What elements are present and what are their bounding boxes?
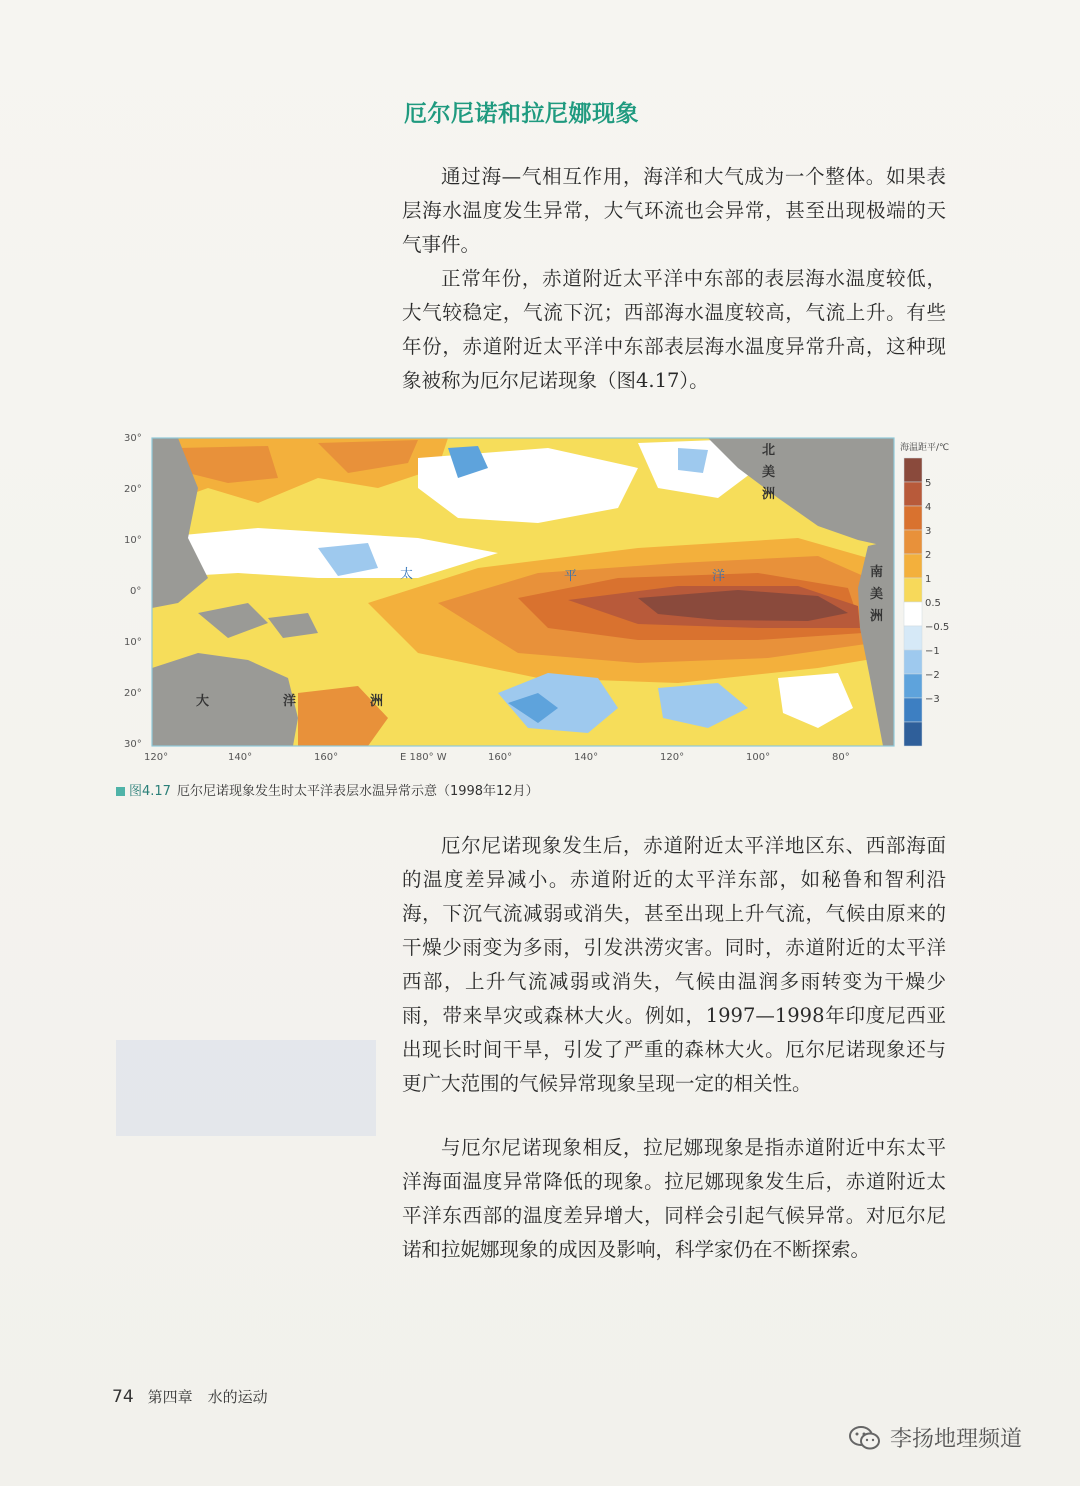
legend-color-box: [904, 554, 922, 578]
lon-label: E 180° W: [400, 752, 447, 763]
paragraph-1: 通过海—气相互作用，海洋和大气成为一个整体。如果表层海水温度发生异常，大气环流也会异常，甚至出现极端的天气事件。: [402, 165, 946, 256]
lat-label: 20°: [124, 484, 142, 495]
lon-label: 120°: [144, 752, 169, 763]
legend-color-box: [904, 458, 922, 482]
figure-caption-text: 厄尔尼诺现象发生时太平洋表层水温异常示意（1998年12月）: [176, 784, 539, 799]
paragraph-2: 正常年份，赤道附近太平洋中东部的表层海水温度较低，大气较稳定，气流下沉；西部海水温度较高，气流上升。有些年份，赤道附近太平洋中东部表层海水温度异常升高，这种现象被称为厄尔尼诺现象（图4.17）。: [402, 267, 946, 392]
oceania-label: 洋: [283, 694, 297, 709]
section-title: 厄尔尼诺和拉尼娜现象: [404, 101, 639, 127]
lat-label: 20°: [124, 688, 142, 699]
chapter-label: 第四章 水的运动: [147, 1388, 268, 1406]
legend-color-box: [904, 674, 922, 698]
legend-color-box: [904, 578, 922, 602]
lon-labels: [144, 752, 850, 763]
faded-sidebar-panel: [116, 1040, 376, 1136]
watermark-text: 李扬地理频道: [890, 1427, 1023, 1452]
lon-label: 80°: [832, 752, 850, 763]
figure-caption: [116, 780, 539, 799]
sa-label: 南: [870, 565, 884, 580]
lon-label: 120°: [660, 752, 685, 763]
sa-label: 洲: [870, 609, 884, 624]
paragraph-3: 厄尔尼诺现象发生后，赤道附近太平洋地区东、西部海面的温度差异减小。赤道附近的太平洋东部，如秘鲁和智利沿海，下沉气流减弱或消失，甚至出现上升气流，气候由原来的干燥少雨变为多雨，引发洪涝灾害。同时，赤道附近的太平洋西部，上升气流减弱或消失，气候由温润多雨转变为干燥少雨，带来旱灾或森林大火。例如，1997—1998年印度尼西亚出现长时间干旱，引发了严重的森林大火。厄尔尼诺现象还与更广大范围的气候异常现象呈现一定的相关性。: [402, 834, 946, 1095]
page-footer: [112, 1386, 268, 1407]
legend-color-box: [904, 506, 922, 530]
page-number: 74: [112, 1387, 134, 1407]
lon-label: 140°: [228, 752, 253, 763]
ocean-label: 太: [400, 567, 414, 582]
paragraph-4: 与厄尔尼诺现象相反，拉尼娜现象是指赤道附近中东太平洋海面温度异常降低的现象。拉尼娜现象发生后，赤道附近太平洋东西部的温度差异增大，同样会引起气候异常。对厄尔尼诺和拉妮娜现象的成因及影响，科学家仍在不断探索。: [402, 1136, 946, 1261]
na-label: 洲: [762, 487, 776, 502]
map-body: [152, 438, 894, 746]
legend-tick-label: −0.5: [925, 622, 950, 633]
lon-label: 100°: [746, 752, 771, 763]
legend-tick-labels: [925, 478, 949, 705]
legend-color-box: [904, 602, 922, 626]
legend-tick-label: 5: [925, 478, 932, 489]
sst-anomaly-map: [118, 428, 958, 768]
legend-color-box: [904, 482, 922, 506]
lon-label: 160°: [488, 752, 513, 763]
legend-color-boxes: [904, 458, 922, 746]
watermark: [848, 1422, 1022, 1453]
lat-labels: [124, 433, 142, 750]
legend-tick-label: −2: [925, 670, 940, 681]
wechat-icon: [848, 1424, 882, 1452]
legend-color-box: [904, 698, 922, 722]
na-label: 北: [762, 443, 776, 458]
legend-tick-label: 2: [925, 550, 932, 561]
oceania-label: 洲: [370, 694, 384, 709]
legend-color-box: [904, 530, 922, 554]
na-label: 美: [762, 465, 776, 480]
legend-color-box: [904, 650, 922, 674]
legend-tick-label: 0.5: [925, 598, 941, 609]
lat-label: 10°: [124, 637, 142, 648]
anomaly-north-cool-2: [678, 448, 708, 473]
legend-tick-label: −3: [925, 694, 940, 705]
legend-tick-label: 3: [925, 526, 932, 537]
legend-color-box: [904, 626, 922, 650]
legend-title: 海温距平/℃: [900, 443, 950, 453]
map-svg: [118, 428, 958, 768]
ocean-label: 平: [564, 569, 578, 584]
lat-label: 0°: [130, 586, 142, 597]
legend: [900, 441, 949, 746]
lat-label: 10°: [124, 535, 142, 546]
figure-number: 图4.17: [129, 784, 171, 799]
lat-label: 30°: [124, 433, 142, 444]
legend-tick-label: 1: [925, 574, 932, 585]
sa-label: 美: [870, 587, 884, 602]
legend-tick-label: −1: [925, 646, 940, 657]
lon-label: 160°: [314, 752, 339, 763]
legend-color-box: [904, 722, 922, 746]
lat-label: 30°: [124, 739, 142, 750]
legend-tick-label: 4: [925, 502, 932, 513]
caption-marker: [116, 787, 125, 796]
oceania-label: 大: [196, 694, 210, 709]
lon-label: 140°: [574, 752, 599, 763]
ocean-label: 洋: [712, 569, 726, 584]
